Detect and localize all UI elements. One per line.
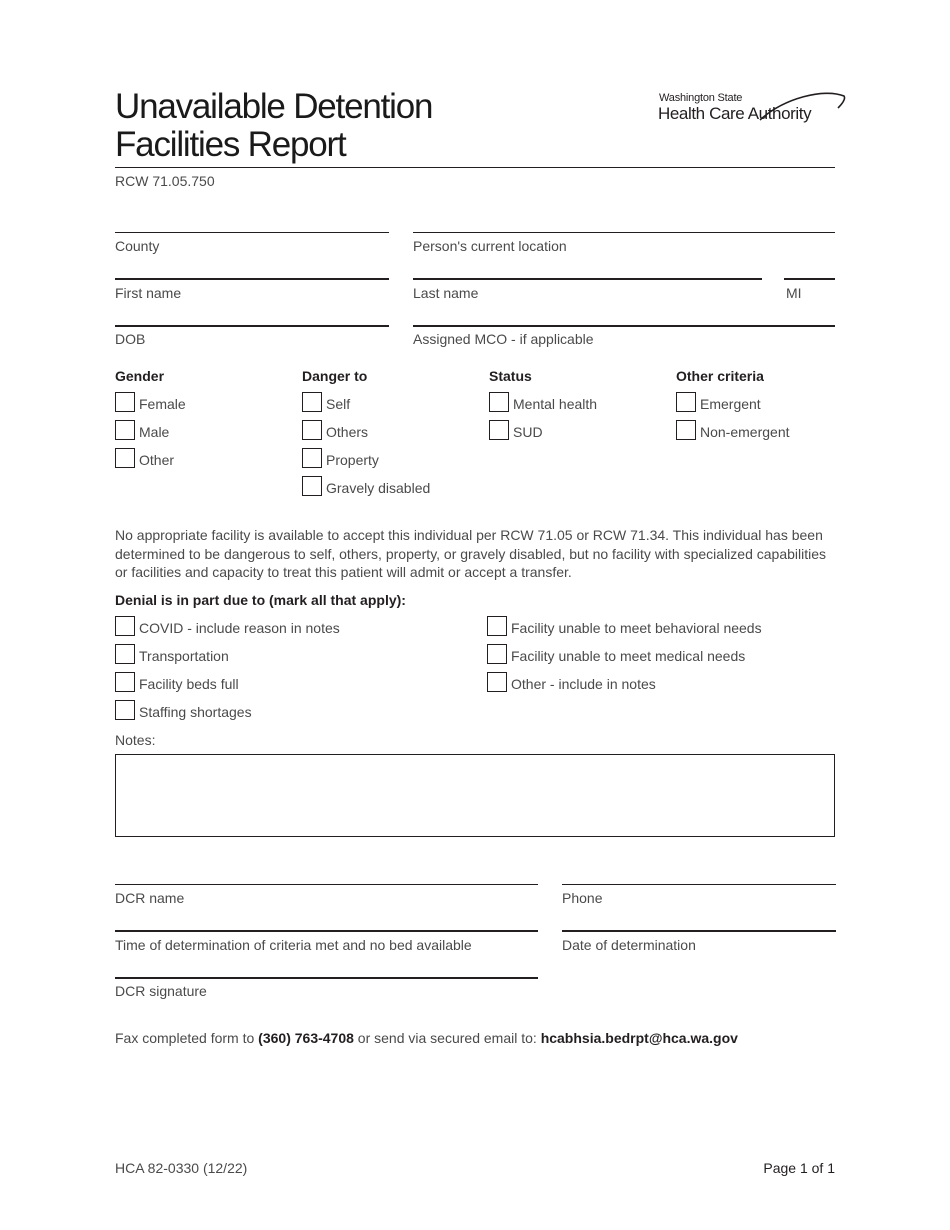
denial-other-option[interactable] <box>487 668 656 692</box>
gender-other-label: Other <box>139 452 175 468</box>
gender-male-label: Male <box>139 424 170 440</box>
denial-heading: Denial is in part due to (mark all that apply): <box>115 592 406 608</box>
header-rule <box>115 167 835 168</box>
denial-other-checkbox[interactable] <box>487 672 507 692</box>
denial-beds-label: Facility beds full <box>139 676 239 692</box>
notes-textarea[interactable] <box>115 754 835 837</box>
first-name-label: First name <box>115 285 182 301</box>
denial-covid-label: COVID - include reason in notes <box>139 620 340 636</box>
mco-label: Assigned MCO - if applicable <box>413 331 594 347</box>
county-label: County <box>115 238 160 254</box>
other-nonemergent-option[interactable] <box>676 416 790 440</box>
logo-state-text: Washington State <box>659 92 743 104</box>
denial-staffing-label: Staffing shortages <box>139 704 252 720</box>
denial-transport-checkbox[interactable] <box>115 644 135 664</box>
other-emergent-checkbox[interactable] <box>676 392 696 412</box>
denial-staffing-checkbox[interactable] <box>115 700 135 720</box>
danger-others-checkbox[interactable] <box>302 420 322 440</box>
gender-female-option[interactable] <box>115 388 186 412</box>
status-mental-label: Mental health <box>513 396 598 412</box>
phone-label: Phone <box>562 890 603 906</box>
rcw-reference: RCW 71.05.750 <box>115 173 215 189</box>
gender-other-option[interactable] <box>115 444 174 468</box>
denial-beds-option[interactable] <box>115 668 239 692</box>
date-field-line[interactable] <box>562 930 836 932</box>
logo-health-care: Health Care <box>658 104 748 123</box>
logo-authority: Authority <box>747 104 812 123</box>
denial-transport-label: Transportation <box>139 648 229 664</box>
danger-property-option[interactable] <box>302 444 379 468</box>
status-sud-option[interactable] <box>489 416 543 440</box>
denial-other-label: Other - include in notes <box>511 676 656 692</box>
dcr-signature-field-line[interactable] <box>115 977 538 979</box>
danger-gravely-label: Gravely disabled <box>326 480 431 496</box>
fax-prefix: Fax completed form to <box>115 1030 259 1046</box>
location-label: Person's current location <box>413 238 567 254</box>
gender-male-checkbox[interactable] <box>115 420 135 440</box>
status-heading: Status <box>489 368 532 384</box>
time-label: Time of determination of criteria met and no bed available <box>115 937 472 953</box>
danger-others-label: Others <box>326 424 369 440</box>
gender-heading: Gender <box>115 368 165 384</box>
other-nonemergent-label: Non-emergent <box>700 424 790 440</box>
denial-behavioral-label: Facility unable to meet behavioral needs <box>511 620 762 636</box>
danger-self-option[interactable] <box>302 388 350 412</box>
gender-female-label: Female <box>139 396 186 412</box>
denial-covid-checkbox[interactable] <box>115 616 135 636</box>
denial-staffing-option[interactable] <box>115 696 252 720</box>
mi-field-line[interactable] <box>784 278 835 280</box>
form-title-line1: Unavailable Detention <box>115 87 433 126</box>
danger-gravely-option[interactable] <box>302 472 430 496</box>
dcr-name-field-line[interactable] <box>115 884 538 885</box>
hca-logo <box>658 90 848 130</box>
denial-covid-option[interactable] <box>115 612 340 636</box>
last-name-field-line[interactable] <box>413 278 762 280</box>
status-sud-checkbox[interactable] <box>489 420 509 440</box>
danger-property-label: Property <box>326 452 379 468</box>
danger-gravely-checkbox[interactable] <box>302 476 322 496</box>
form-title <box>115 88 432 164</box>
mco-field-line[interactable] <box>413 325 835 327</box>
dcr-name-label: DCR name <box>115 890 185 906</box>
time-field-line[interactable] <box>115 930 538 932</box>
fax-email: hcabhsia.bedrpt@hca.wa.gov <box>540 1030 738 1046</box>
status-sud-label: SUD <box>513 424 543 440</box>
dcr-signature-label: DCR signature <box>115 983 207 999</box>
form-title-line2: Facilities Report <box>115 125 346 164</box>
other-emergent-label: Emergent <box>700 396 761 412</box>
gender-other-checkbox[interactable] <box>115 448 135 468</box>
other-emergent-option[interactable] <box>676 388 761 412</box>
danger-heading: Danger to <box>302 368 368 384</box>
location-field-line[interactable] <box>413 232 835 233</box>
page-number: Page 1 of 1 <box>763 1160 835 1176</box>
other-criteria-heading: Other criteria <box>676 368 764 384</box>
danger-others-option[interactable] <box>302 416 368 440</box>
county-field-line[interactable] <box>115 232 389 233</box>
denial-behavioral-option[interactable] <box>487 612 762 636</box>
danger-self-label: Self <box>326 396 351 412</box>
last-name-label: Last name <box>413 285 479 301</box>
denial-beds-checkbox[interactable] <box>115 672 135 692</box>
status-mental-option[interactable] <box>489 388 597 412</box>
denial-behavioral-checkbox[interactable] <box>487 616 507 636</box>
denial-medical-option[interactable] <box>487 640 745 664</box>
phone-field-line[interactable] <box>562 884 836 885</box>
first-name-field-line[interactable] <box>115 278 389 280</box>
mi-label: MI <box>786 285 802 301</box>
fax-number: (360) 763-4708 <box>258 1030 354 1046</box>
dob-field-line[interactable] <box>115 325 389 327</box>
statement-paragraph: No appropriate facility is available to accept this individual per RCW 71.05 or RCW 71.34. This individual has been determined to be dangerous to self, others, property, or gravely disabled, but no facility with specialized capabilities or facilities and capacity to treat this patient will admit or accept a transfer. <box>115 527 827 580</box>
gender-female-checkbox[interactable] <box>115 392 135 412</box>
logo-swoosh-icon <box>754 90 848 126</box>
other-nonemergent-checkbox[interactable] <box>676 420 696 440</box>
gender-male-option[interactable] <box>115 416 169 440</box>
denial-medical-checkbox[interactable] <box>487 644 507 664</box>
danger-self-checkbox[interactable] <box>302 392 322 412</box>
status-mental-checkbox[interactable] <box>489 392 509 412</box>
form-id: HCA 82-0330 (12/22) <box>115 1160 248 1176</box>
denial-transport-option[interactable] <box>115 640 229 664</box>
date-label: Date of determination <box>562 937 696 953</box>
danger-property-checkbox[interactable] <box>302 448 322 468</box>
fax-instructions <box>115 1030 738 1046</box>
dob-label: DOB <box>115 331 146 347</box>
notes-label: Notes: <box>115 732 156 748</box>
fax-middle: or send via secured email to: <box>353 1030 541 1046</box>
denial-medical-label: Facility unable to meet medical needs <box>511 648 746 664</box>
